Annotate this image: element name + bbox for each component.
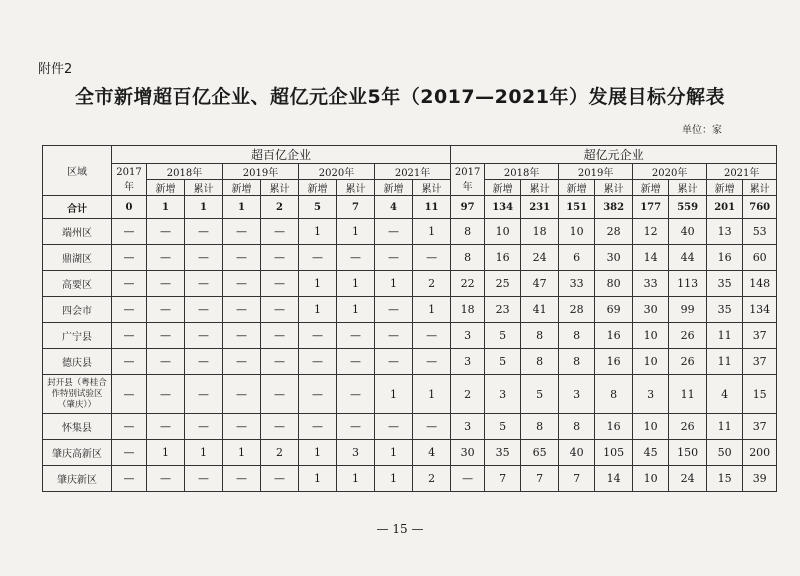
table-cell: —	[413, 245, 451, 271]
year-header: 2019年	[559, 164, 633, 180]
year-header: 2021年	[707, 164, 777, 180]
table-cell: 1	[413, 297, 451, 323]
table-cell: —	[147, 375, 185, 414]
table-cell: 44	[669, 245, 707, 271]
table-cell: —	[375, 349, 413, 375]
table-cell: 23	[485, 297, 521, 323]
total-cell: 151	[559, 196, 595, 219]
table-cell: 113	[669, 271, 707, 297]
table-cell: 15	[707, 466, 743, 492]
table-cell: 7	[559, 466, 595, 492]
table-cell: 69	[595, 297, 633, 323]
table-cell: 50	[707, 440, 743, 466]
new-header: 新增	[633, 180, 669, 196]
table-cell: 150	[669, 440, 707, 466]
table-cell: 8	[559, 323, 595, 349]
table-cell: —	[337, 414, 375, 440]
table-cell: 1	[337, 219, 375, 245]
table-cell: 26	[669, 323, 707, 349]
table-cell: 13	[707, 219, 743, 245]
table-cell: 14	[633, 245, 669, 271]
table-cell: 30	[451, 440, 485, 466]
table-cell: 35	[485, 440, 521, 466]
table-cell: —	[185, 349, 223, 375]
table-cell: 65	[521, 440, 559, 466]
table-cell: —	[375, 414, 413, 440]
table-cell: 8	[451, 245, 485, 271]
total-cell: 97	[451, 196, 485, 219]
table-cell: 2	[451, 375, 485, 414]
table-cell: 8	[451, 219, 485, 245]
table-cell: —	[223, 245, 261, 271]
table-cell: —	[223, 297, 261, 323]
region-name: 四会市	[43, 297, 112, 323]
total-cell: 7	[337, 196, 375, 219]
table-row	[43, 349, 777, 375]
year-header: 2018年	[147, 164, 223, 180]
year-header: 2017年	[112, 164, 147, 196]
table-row	[43, 466, 777, 492]
table-cell: —	[261, 219, 299, 245]
total-cell: 0	[112, 196, 147, 219]
region-name: 广宁县	[43, 323, 112, 349]
table-cell: —	[451, 466, 485, 492]
new-header: 新增	[559, 180, 595, 196]
table-cell: —	[185, 375, 223, 414]
table-cell: 5	[521, 375, 559, 414]
attachment-label: 附件2	[38, 62, 73, 77]
table-cell: 1	[185, 440, 223, 466]
table-cell: —	[185, 297, 223, 323]
new-header: 新增	[147, 180, 185, 196]
table-cell: 1	[413, 375, 451, 414]
cumulative-header: 累计	[413, 180, 451, 196]
table-cell: 1	[375, 440, 413, 466]
table-cell: —	[112, 466, 147, 492]
table-cell: 11	[707, 414, 743, 440]
table-cell: 105	[595, 440, 633, 466]
table-cell: 2	[413, 466, 451, 492]
table-cell: —	[261, 349, 299, 375]
region-name: 肇庆高新区	[43, 440, 112, 466]
table-cell: —	[112, 375, 147, 414]
new-header: 新增	[375, 180, 413, 196]
table-cell: 10	[633, 323, 669, 349]
table-cell: —	[299, 375, 337, 414]
table-cell: 8	[559, 414, 595, 440]
table-cell: —	[185, 219, 223, 245]
unit-note: 单位：家	[682, 125, 722, 136]
table-cell: 1	[299, 271, 337, 297]
table-cell: —	[147, 219, 185, 245]
table-cell: —	[223, 375, 261, 414]
table-cell: 11	[707, 349, 743, 375]
table-cell: 47	[521, 271, 559, 297]
table-cell: —	[337, 349, 375, 375]
table-cell: 5	[485, 414, 521, 440]
table-cell: 7	[485, 466, 521, 492]
table-row	[43, 297, 777, 323]
table-cell: —	[185, 271, 223, 297]
table-cell: —	[299, 414, 337, 440]
table-cell: 148	[743, 271, 777, 297]
table-cell: —	[147, 245, 185, 271]
table-cell: 1	[223, 440, 261, 466]
table-cell: —	[185, 245, 223, 271]
table-cell: —	[112, 414, 147, 440]
year-header: 2020年	[633, 164, 707, 180]
table-cell: —	[223, 271, 261, 297]
table-cell: 3	[451, 414, 485, 440]
table-cell: —	[223, 466, 261, 492]
table-cell: —	[112, 349, 147, 375]
table-cell: —	[147, 323, 185, 349]
table-cell: 16	[707, 245, 743, 271]
table-cell: —	[261, 271, 299, 297]
table-cell: 1	[299, 440, 337, 466]
table-cell: 1	[337, 271, 375, 297]
table-cell: 200	[743, 440, 777, 466]
table-cell: 80	[595, 271, 633, 297]
table-cell: 10	[559, 219, 595, 245]
table-cell: 15	[743, 375, 777, 414]
table-cell: 40	[559, 440, 595, 466]
table-cell: —	[223, 219, 261, 245]
table-cell: 3	[451, 323, 485, 349]
table-cell: —	[147, 271, 185, 297]
group-header-small: 超亿元企业	[451, 146, 777, 164]
table-cell: 26	[669, 349, 707, 375]
table-cell: —	[261, 375, 299, 414]
total-cell: 1	[147, 196, 185, 219]
table-cell: 5	[485, 349, 521, 375]
table-cell: 18	[521, 219, 559, 245]
page-title: 全市新增超百亿企业、超亿元企业5年（2017—2021年）发展目标分解表	[75, 86, 725, 108]
table-cell: 25	[485, 271, 521, 297]
table-cell: 10	[633, 414, 669, 440]
cumulative-header: 累计	[669, 180, 707, 196]
year-header: 2021年	[375, 164, 451, 180]
table-cell: 5	[485, 323, 521, 349]
table-cell: 16	[595, 414, 633, 440]
table-cell: —	[147, 349, 185, 375]
table-cell: —	[112, 323, 147, 349]
table-cell: 35	[707, 271, 743, 297]
table-row	[43, 375, 777, 414]
table-cell: —	[112, 297, 147, 323]
table-cell: 37	[743, 414, 777, 440]
table-cell: 1	[147, 440, 185, 466]
table-row	[43, 323, 777, 349]
table-cell: 35	[707, 297, 743, 323]
table-cell: 60	[743, 245, 777, 271]
table-row	[43, 245, 777, 271]
table-cell: —	[261, 466, 299, 492]
table-cell: 11	[707, 323, 743, 349]
table-cell: 2	[261, 440, 299, 466]
table-cell: 26	[669, 414, 707, 440]
total-cell: 559	[669, 196, 707, 219]
table-cell: 134	[743, 297, 777, 323]
table-cell: 14	[595, 466, 633, 492]
table-cell: 8	[521, 349, 559, 375]
table-cell: 33	[633, 271, 669, 297]
table-cell: 41	[521, 297, 559, 323]
table-cell: —	[112, 271, 147, 297]
table-cell: 30	[633, 297, 669, 323]
region-name: 端州区	[43, 219, 112, 245]
page-number: — 15 —	[376, 522, 424, 536]
table-cell: —	[261, 323, 299, 349]
table-cell: —	[299, 349, 337, 375]
table-cell: 1	[413, 219, 451, 245]
new-header: 新增	[223, 180, 261, 196]
table-row	[43, 414, 777, 440]
table-cell: 16	[485, 245, 521, 271]
table-cell: 16	[595, 349, 633, 375]
table-cell: —	[299, 245, 337, 271]
total-cell: 382	[595, 196, 633, 219]
total-label: 合计	[43, 196, 112, 219]
table-cell: 1	[299, 219, 337, 245]
year-header: 2017年	[451, 164, 485, 196]
cumulative-header: 累计	[185, 180, 223, 196]
target-table	[42, 145, 777, 492]
table-cell: 10	[633, 349, 669, 375]
table-cell: —	[223, 323, 261, 349]
table-cell: 6	[559, 245, 595, 271]
table-cell: 45	[633, 440, 669, 466]
table-cell: —	[337, 245, 375, 271]
total-cell: 5	[299, 196, 337, 219]
new-header: 新增	[485, 180, 521, 196]
table-cell: —	[147, 466, 185, 492]
table-cell: —	[261, 245, 299, 271]
total-cell: 2	[261, 196, 299, 219]
table-cell: —	[112, 245, 147, 271]
table-cell: 39	[743, 466, 777, 492]
year-header: 2018年	[485, 164, 559, 180]
total-cell: 760	[743, 196, 777, 219]
table-cell: —	[337, 323, 375, 349]
table-cell: 37	[743, 323, 777, 349]
table-cell: 3	[451, 349, 485, 375]
table-cell: —	[413, 323, 451, 349]
table-cell: —	[223, 414, 261, 440]
table-cell: 7	[521, 466, 559, 492]
table-cell: —	[112, 440, 147, 466]
table-cell: 28	[595, 219, 633, 245]
table-cell: 1	[299, 297, 337, 323]
table-cell: —	[375, 219, 413, 245]
table-cell: 24	[521, 245, 559, 271]
table-cell: 4	[707, 375, 743, 414]
new-header: 新增	[299, 180, 337, 196]
table-cell: —	[261, 297, 299, 323]
table-cell: —	[185, 323, 223, 349]
table-cell: 1	[375, 466, 413, 492]
table-cell: —	[413, 414, 451, 440]
total-cell: 4	[375, 196, 413, 219]
table-cell: —	[223, 349, 261, 375]
table-row	[43, 440, 777, 466]
table-cell: 2	[413, 271, 451, 297]
table-cell: 4	[413, 440, 451, 466]
table-cell: 37	[743, 349, 777, 375]
table-cell: 1	[337, 297, 375, 323]
cumulative-header: 累计	[521, 180, 559, 196]
total-cell: 1	[185, 196, 223, 219]
table-cell: 40	[669, 219, 707, 245]
total-cell: 1	[223, 196, 261, 219]
table-cell: —	[112, 219, 147, 245]
table-cell: 24	[669, 466, 707, 492]
region-name: 肇庆新区	[43, 466, 112, 492]
cumulative-header: 累计	[261, 180, 299, 196]
cumulative-header: 累计	[743, 180, 777, 196]
table-cell: —	[337, 375, 375, 414]
table-cell: 3	[559, 375, 595, 414]
total-cell: 11	[413, 196, 451, 219]
table-cell: 3	[485, 375, 521, 414]
table-cell: 18	[451, 297, 485, 323]
table-cell: 53	[743, 219, 777, 245]
table-cell: 12	[633, 219, 669, 245]
table-cell: 33	[559, 271, 595, 297]
table-cell: 1	[375, 375, 413, 414]
table-cell: 8	[595, 375, 633, 414]
table-cell: 8	[559, 349, 595, 375]
region-name: 封开县（粤桂合作特别试验区（肇庆））	[43, 375, 112, 414]
table-cell: 99	[669, 297, 707, 323]
group-header-big: 超百亿企业	[112, 146, 451, 164]
table-row	[43, 271, 777, 297]
total-cell: 231	[521, 196, 559, 219]
total-cell: 134	[485, 196, 521, 219]
cumulative-header: 累计	[337, 180, 375, 196]
table-cell: 8	[521, 414, 559, 440]
table-cell: 1	[337, 466, 375, 492]
table-cell: 30	[595, 245, 633, 271]
region-header: 区域	[43, 146, 112, 196]
region-name: 高要区	[43, 271, 112, 297]
table-cell: —	[147, 414, 185, 440]
table-cell: 1	[375, 271, 413, 297]
region-name: 怀集县	[43, 414, 112, 440]
table-cell: 3	[633, 375, 669, 414]
year-header: 2019年	[223, 164, 299, 180]
table-cell: 10	[633, 466, 669, 492]
region-name: 德庆县	[43, 349, 112, 375]
year-header: 2020年	[299, 164, 375, 180]
table-cell: —	[413, 349, 451, 375]
table-cell: —	[299, 323, 337, 349]
table-cell: 11	[669, 375, 707, 414]
table-cell: 8	[521, 323, 559, 349]
table-cell: —	[375, 323, 413, 349]
table-cell: —	[185, 466, 223, 492]
table-row	[43, 219, 777, 245]
table-cell: 16	[595, 323, 633, 349]
table-cell: —	[375, 245, 413, 271]
table-cell: —	[375, 297, 413, 323]
table-cell: —	[185, 414, 223, 440]
table-cell: 3	[337, 440, 375, 466]
total-cell: 177	[633, 196, 669, 219]
cumulative-header: 累计	[595, 180, 633, 196]
table-cell: 22	[451, 271, 485, 297]
total-cell: 201	[707, 196, 743, 219]
table-cell: —	[147, 297, 185, 323]
table-cell: 10	[485, 219, 521, 245]
new-header: 新增	[707, 180, 743, 196]
table-cell: 1	[299, 466, 337, 492]
region-name: 鼎湖区	[43, 245, 112, 271]
table-cell: —	[261, 414, 299, 440]
table-cell: 28	[559, 297, 595, 323]
